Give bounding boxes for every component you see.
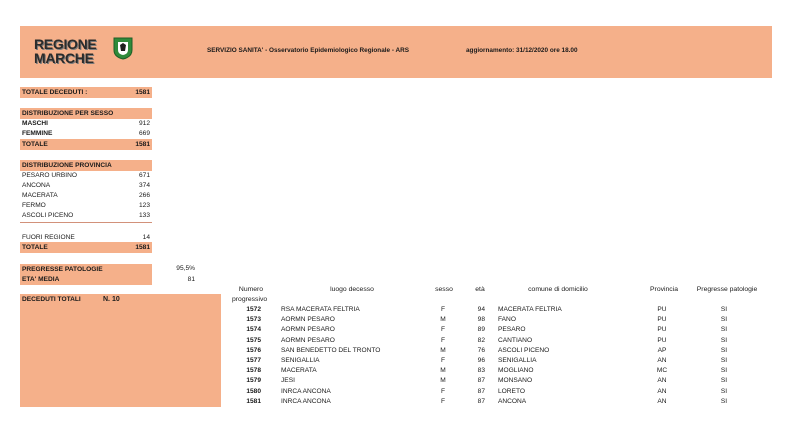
col-header-comune: comune di domicilio [528,286,588,293]
cell-numero: 1572 [246,306,261,313]
page-header [20,26,772,78]
cell-comune: ASCOLI PICENO [498,346,550,354]
average-age-label: ETA' MEDIA [22,276,60,283]
update-timestamp: aggiornamento: 31/12/2020 ore 18.00 [466,47,578,54]
cell-patologie: SI [720,316,728,324]
cell-comune: PESARO [498,326,526,334]
cell-numero: 1575 [246,336,261,344]
col-header-sesso: sesso [435,286,453,293]
daily-deaths-count: N. 10 [103,296,120,303]
pathology-value: 95,5% [176,265,195,272]
cell-provincia: AN [657,387,667,395]
cell-provincia: AN [657,377,667,385]
cell-luogo: AORMN PESARO [281,316,335,324]
cell-luogo: MACERATA [281,367,317,375]
cell-eta: 98 [477,316,485,324]
province-value: 266 [138,192,150,199]
outside-region-label: FUORI REGIONE [22,234,75,241]
cell-comune: MOGLIANO [498,367,534,375]
sex-total-label: TOTALE [22,141,48,148]
cell-luogo: INRCA ANCONA [281,397,331,405]
cell-sesso: M [440,367,446,375]
cell-luogo: AORMN PESARO [281,326,335,334]
cell-eta: 94 [477,306,485,313]
cell-patologie: SI [720,306,728,313]
cell-sesso: F [440,357,446,364]
col-header-luogo: luogo decesso [330,286,374,293]
province-value: 123 [138,202,150,209]
regione-marche-logo [34,34,146,70]
cell-patologie: SI [720,387,728,395]
cell-patologie: SI [720,336,728,344]
cell-sesso: M [440,316,446,324]
cell-patologie: SI [720,397,728,405]
cell-patologie: SI [720,357,728,364]
service-title: SERVIZIO SANITA' - Osservatorio Epidemiologico Regionale - ARS [207,47,410,54]
cell-numero: 1576 [246,346,261,354]
total-deaths-value: 1581 [135,89,150,96]
sex-male-value: 912 [138,120,150,127]
cell-sesso: M [440,346,446,354]
cell-comune: FANO [498,316,516,324]
cell-luogo: RSA MACERATA FELTRIA [281,306,360,313]
cell-sesso: F [440,387,446,395]
logo-line-1: REGIONE [34,36,97,52]
sex-female-value: 669 [138,130,150,137]
province-value: 374 [138,182,150,189]
province-value: 133 [138,212,150,219]
cell-numero: 1580 [246,387,261,395]
total-deaths-label: TOTALE DECEDUTI : [22,89,88,96]
sex-male-label: MASCHI [22,120,49,127]
cell-eta: 83 [477,367,485,375]
cell-provincia: PU [657,336,667,344]
province-label: MACERATA [22,192,58,199]
cell-patologie: SI [720,367,728,375]
sex-distribution-title: DISTRIBUZIONE PER SESSO [22,110,114,117]
cell-sesso: F [440,306,446,313]
cell-sesso: F [440,336,446,344]
cell-eta: 82 [477,336,485,344]
col-header-progressivo: progressivo [232,296,268,303]
shield-icon [112,36,134,60]
cell-numero: 1581 [246,397,261,405]
cell-patologie: SI [720,326,728,334]
cell-comune: LORETO [498,387,525,395]
cell-luogo: AORMN PESARO [281,336,335,344]
sex-female-label: FEMMINE [22,130,53,137]
cell-provincia: AP [657,346,667,354]
cell-comune: MACERATA FELTRIA [498,306,562,313]
province-total-label: TOTALE [22,244,48,251]
cell-luogo: INRCA ANCONA [281,387,331,395]
cell-numero: 1574 [246,326,261,334]
cell-provincia: PU [657,316,667,324]
cell-eta: 89 [477,326,485,334]
cell-provincia: AN [657,397,667,405]
col-header-patologie: Pregresse patologie [696,286,758,293]
cell-provincia: MC [656,367,668,375]
cell-eta: 96 [477,357,485,364]
cell-eta: 87 [477,377,485,385]
province-label: PESARO URBINO [22,172,77,179]
cell-eta: 76 [477,346,485,354]
col-header-numero: Numero [238,286,264,293]
pathology-label: PREGRESSE PATOLOGIE [22,266,103,273]
cell-comune: CANTIANO [498,336,533,344]
province-distribution-title: DISTRIBUZIONE PROVINCIA [22,162,112,169]
cell-patologie: SI [720,377,728,385]
cell-luogo: SENIGALLIA [281,357,320,364]
col-header-eta: età [475,286,485,293]
outside-region-value: 14 [142,234,150,241]
province-label: ASCOLI PICENO [22,212,74,219]
cell-comune: SENIGALLIA [498,357,537,364]
cell-sesso: F [440,326,446,334]
cell-patologie: SI [720,346,728,354]
cell-sesso: F [440,397,446,405]
cell-provincia: AN [657,357,667,364]
daily-deaths-box [20,294,221,407]
cell-provincia: PU [657,326,667,334]
cell-comune: MONSANO [498,377,533,385]
daily-deaths-label: DECEDUTI TOTALI [22,296,81,303]
cell-eta: 87 [477,387,485,395]
sex-total-value: 1581 [135,141,150,148]
province-label: ANCONA [22,182,51,189]
logo-line-2: MARCHE [34,50,94,66]
cell-numero: 1578 [246,367,261,375]
col-header-provincia: Provincia [650,286,678,293]
cell-comune: ANCONA [498,397,527,405]
cell-numero: 1573 [246,316,261,324]
average-age-value: 81 [187,276,195,283]
cell-eta: 87 [477,397,485,405]
province-value: 671 [138,172,150,179]
cell-provincia: PU [657,306,667,313]
province-label: FERMO [22,202,46,209]
cell-luogo: SAN BENEDETTO DEL TRONTO [281,346,381,354]
cell-sesso: M [440,377,446,385]
divider [20,222,152,223]
province-total-value: 1581 [135,244,150,251]
cell-numero: 1577 [246,357,261,364]
cell-luogo: JESI [281,377,295,385]
cell-numero: 1579 [246,377,261,385]
